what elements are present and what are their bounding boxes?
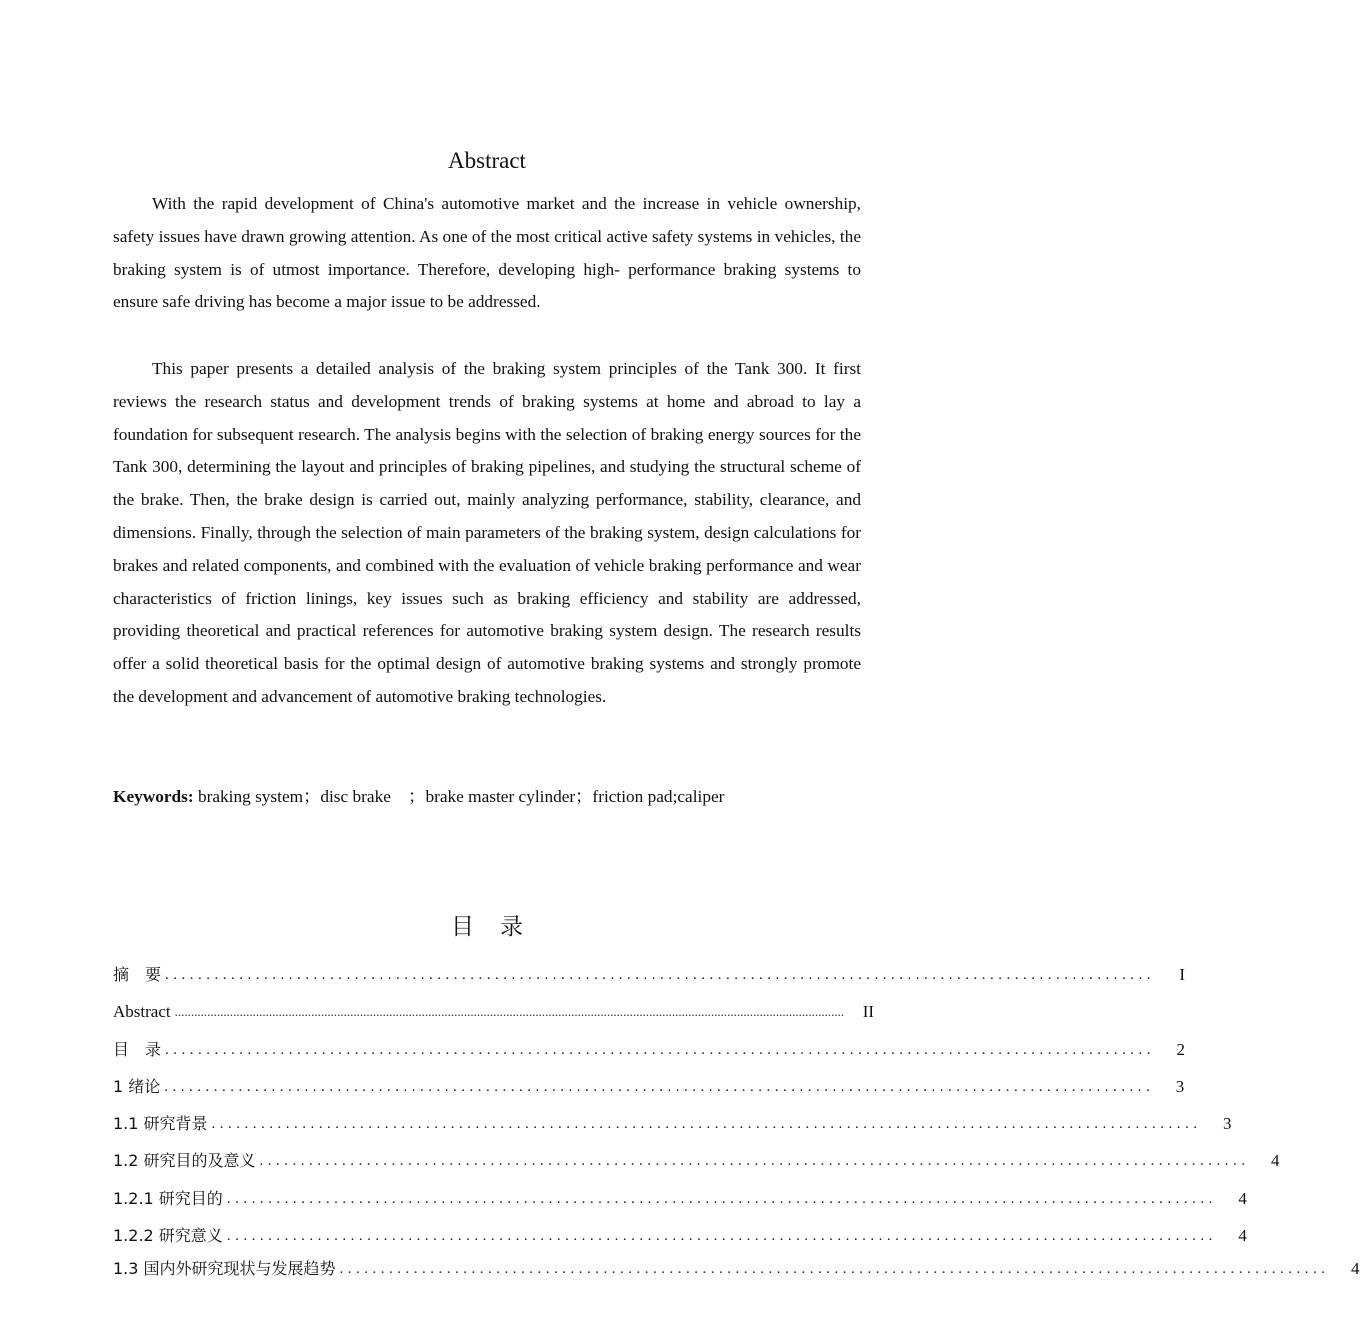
toc-entry[interactable] xyxy=(113,1037,1186,1061)
toc-leader-dots: ........................................................................................................................ xyxy=(226,1228,1217,1244)
keywords-label: Keywords: xyxy=(113,787,194,806)
toc-entry-label: 1.3 国内外研究现状与发展趋势 xyxy=(113,1259,336,1278)
toc-entry-label: 摘 要 xyxy=(113,965,162,984)
abstract-paragraph-1: With the rapid development of China's automotive market and the increase in vehicle ownership, safety issues have drawn growing attention. As one of the most critical active safety systems in vehicles, the braking system is of utmost importance. Therefore, developing high- performance braking systems to ensure safe driving has become a major issue to be addressed. xyxy=(113,194,861,312)
toc-entry-label: 1.2 研究目的及意义 xyxy=(113,1151,256,1170)
toc-entry[interactable] xyxy=(113,1111,1232,1135)
toc-title-text: 目录 xyxy=(451,914,549,940)
toc-leader-dots: ........................................................................................................................ xyxy=(339,1261,1330,1277)
toc-entry-page: I xyxy=(1179,965,1186,984)
toc-entry-label: 1.2.2 研究意义 xyxy=(113,1226,223,1245)
toc-leader-dots: ........................................................................................................................ xyxy=(226,1191,1217,1207)
toc-entry-label: 1.2.1 研究目的 xyxy=(113,1189,223,1208)
toc-entry[interactable] xyxy=(113,1074,1185,1098)
toc-entry-label: 1.1 研究背景 xyxy=(113,1114,208,1133)
toc-leader-dots: ........................................................................................................................ xyxy=(165,967,1156,983)
toc-entry-page: 3 xyxy=(1175,1077,1185,1096)
toc-entry[interactable] xyxy=(113,1148,1280,1172)
toc-leader-dots: ........................................................................................................................ xyxy=(259,1153,1250,1169)
toc-leader-dots: ........................................................................................................................ xyxy=(211,1116,1202,1132)
abstract-paragraph-2: This paper presents a detailed analysis of the braking system principles of the Tank 300. It first reviews the research status and development trends of braking systems at home and abroad to lay a foundation for subsequent research. The analysis begins with the selection of braking energy sources for the Tank 300, determining the layout and principles of braking pipelines, and studying the structural scheme of the brake. Then, the brake design is carried out, mainly analyzing performance, stability, clearance, and dimensions. Finally, through the selection of main parameters of the braking system, design calculations for brakes and related components, and combined with the evaluation of vehicle braking performance and wear characteristics of friction linings, key issues such as braking efficiency and stability are addressed, providing theoretical and practical references for automotive braking system design. The research results offer a solid theoretical basis for the optimal design of automotive braking systems and strongly promote the development and advancement of automotive braking technologies. xyxy=(113,359,861,706)
toc-entry-page: 2 xyxy=(1176,1040,1186,1059)
toc-entry-label: 1 绪论 xyxy=(113,1077,161,1096)
toc-entry-page: 4 xyxy=(1271,1151,1280,1170)
toc-entry[interactable] xyxy=(113,999,875,1023)
abstract-title: Abstract xyxy=(448,148,526,173)
toc-entry-label: 目 录 xyxy=(113,1040,162,1059)
toc-entry[interactable] xyxy=(113,1186,1247,1210)
toc-leader-dots: .............................................................................................................................................................................................................. xyxy=(174,1004,845,1019)
toc-entry-page: 4 xyxy=(1351,1259,1360,1278)
toc-entry-page: 3 xyxy=(1223,1114,1232,1133)
toc-leader-dots: ........................................................................................................................ xyxy=(164,1079,1155,1095)
toc-title xyxy=(113,908,861,941)
toc-entry[interactable] xyxy=(113,962,1186,986)
toc-leader-dots: ........................................................................................................................ xyxy=(165,1042,1156,1058)
toc-entry-page: 4 xyxy=(1238,1189,1247,1208)
toc-entry-page: 4 xyxy=(1238,1226,1247,1245)
toc-entry[interactable] xyxy=(113,1256,1360,1280)
toc-entry-label: Abstract xyxy=(113,1002,171,1021)
toc-entry-page: II xyxy=(862,1002,875,1021)
keywords-line xyxy=(113,782,861,812)
keywords-text: braking system；disc brake ；brake master cylinder；friction pad;caliper xyxy=(193,787,725,806)
toc-entry[interactable] xyxy=(113,1223,1247,1247)
